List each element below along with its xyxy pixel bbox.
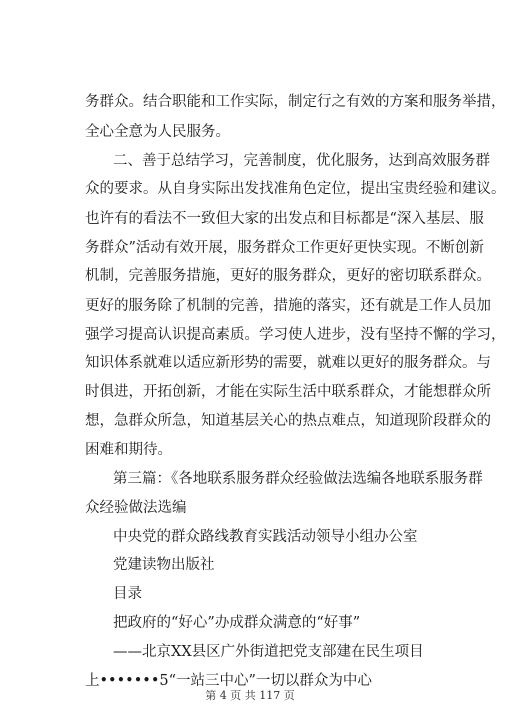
body-line-4: 众的要求。从自身实际出发找准角色定位，提出宝贵经验和建议。 xyxy=(85,181,506,197)
toc-heading: 目录 xyxy=(113,586,142,602)
section-heading-line-2: 众经验做法选编 xyxy=(85,500,187,516)
body-line-13: 困难和期待。 xyxy=(85,442,172,458)
body-line-2: 全心全意为人民服务。 xyxy=(85,124,230,140)
section-heading-line-1: 第三篇：《各地联系服务群众经验做法选编各地联系服务群 xyxy=(113,471,483,487)
body-line-1: 务群众。结合职能和工作实际，制定行之有效的方案和服务举措， xyxy=(85,94,506,110)
body-line-5: 也许有的看法不一致但大家的出发点和目标都是“深入基层、服 xyxy=(85,211,484,227)
editor-org: 中央党的群众路线教育实践活动领导小组办公室 xyxy=(113,529,418,545)
toc-item-subtitle: ——北京XX县区广外街道把党支部建在民生项目 xyxy=(113,644,424,660)
toc-item-title: 把政府的“好心”办成群众满意的“好事” xyxy=(113,615,361,631)
body-line-7: 机制，完善服务措施，更好的服务群众，更好的密切联系群众。 xyxy=(85,268,491,284)
publisher: 党建读物出版社 xyxy=(113,557,215,573)
body-line-10: 知识体系就难以适应新形势的需要，就难以更好的服务群众。与 xyxy=(85,355,491,371)
body-line-3: 二、善于总结学习，完善制度，优化服务，达到高效服务群 xyxy=(113,153,490,169)
body-line-6: 务群众”活动有效开展，服务群众工作更好更快实现。不断创新 xyxy=(85,240,484,256)
body-line-8: 更好的服务除了机制的完善，措施的落实，还有就是工作人员加 xyxy=(85,298,491,314)
page-footer: 第 4 页 共 117 页 xyxy=(205,689,295,702)
body-line-12: 想，急群众所急，知道基层关心的热点难点，知道现阶段群众的 xyxy=(85,413,491,429)
body-line-11: 时俱进，开拓创新，才能在实际生活中联系群众，才能想群众所 xyxy=(85,384,491,400)
body-line-9: 强学习提高认识提高素质。学习使人进步，没有坚持不懈的学习， xyxy=(85,327,506,343)
toc-item-continuation: 上•••••••5“一站三中心”一切以群众为中心 xyxy=(85,673,372,689)
